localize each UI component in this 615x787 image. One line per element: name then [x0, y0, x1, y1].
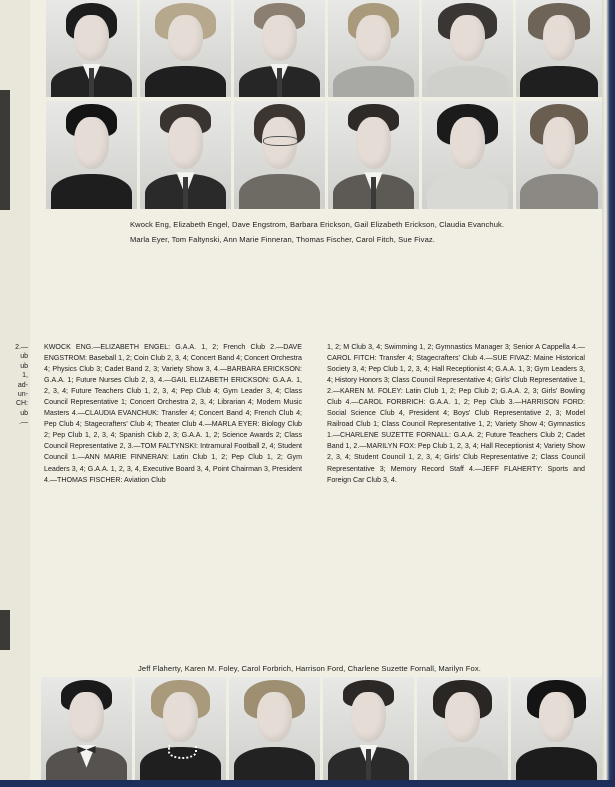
adjacent-page-strip: [0, 0, 32, 787]
portrait-harrison-ford: [323, 677, 414, 780]
portrait-ann-marie-finneran: [234, 101, 325, 209]
portrait-charlene-suzette-fornall: [417, 677, 508, 780]
photo-caption-row-3: Jeff Flaherty, Karen M. Foley, Carol Forbrich, Harrison Ford, Charlene Suzette Fornall, Marilyn Fox.: [138, 664, 481, 673]
bio-column-left: [44, 342, 302, 486]
bio-column-right: [327, 342, 585, 486]
portrait-carol-fitch: [422, 101, 513, 209]
bio-text-left: KWOCK ENG.—ELIZABETH ENGEL: G.A.A. 1, 2; French Club 2.—DAVE ENGSTROM: Baseball 1, 2; Coin Club 2, 3, 4; Concert Band 4; Concert Orchestra 4; Physics Club 3; Cadet Band 2, 3; Variety Show 3, 4.—BARBARA ERICKSON: G.A.A. 1; Future Nurses Club 2, 3, 4.—GAIL ELIZABETH ERICKSON: G.A.A. 1, 2, 3, 4; Future Teachers Club 1, 2, 3, 4; Pep Club 4; Gym Leader 3, 4; Class Council Representative 1; Concert Orchestra 2, 3, 4; Librarian 4; Modern Music Masters 4.—CLAUDIA EVANCHUK: Transfer 4; Concert Band 4; French Club 4; Pep Club 4; Stagecrafters' Club 4; Theater Club 4.—MARLA EYER: Biology Club 2; Pep Club 1, 2, 3, 4; Spanish Club 2, 3; G.A.A. 1, 2; Science Awards 2; Class Council Representative 2, 3.—TOM FALTYNSKI: Intramural Football 2, 4; Student Council 1.—ANN MARIE FINNERAN: Latin Club 1, 2; Pep Club 1, 2; Gym Leaders 3, 4; G.A.A. 1, 2, 3, 4, Executive Board 3, 4, Point Chairman 3, President 4.—THOMAS FISCHER: Aviation Club: [44, 343, 302, 484]
portrait-karen-m-foley: [135, 677, 226, 780]
portrait-claudia-evanchuk: [516, 0, 602, 97]
photo-caption-row-1: Kwock Eng, Elizabeth Engel, Dave Engstrom, Barbara Erickson, Gail Elizabeth Erickson, Claudia Evanchuk.: [130, 220, 505, 229]
book-bottom-edge: [0, 780, 615, 787]
portrait-jeff-flaherty: [41, 677, 132, 780]
portrait-marla-eyer: [46, 101, 137, 209]
portrait-gail-elizabeth-erickson: [422, 0, 513, 97]
portrait-thomas-fischer: [328, 101, 419, 209]
portrait-barbara-erickson: [328, 0, 419, 97]
portrait-carol-forbrich: [229, 677, 320, 780]
portrait-tom-faltynski: [140, 101, 231, 209]
portrait-elizabeth-engel: [140, 0, 231, 97]
portrait-dave-engstrom: [234, 0, 325, 97]
book-cover-edge: [602, 0, 615, 787]
photo-caption-row-2: Marla Eyer, Tom Faltynski, Ann Marie Finneran, Thomas Fischer, Carol Fitch, Sue Fivaz.: [130, 235, 436, 244]
portrait-marilyn-fox: [511, 677, 602, 780]
portrait-sue-fivaz: [516, 101, 602, 209]
adjacent-page-photo-edge: [0, 90, 10, 210]
adjacent-page-text-fragment: 2.— ub ub 1, ad- un- CH: ub .—: [15, 344, 28, 427]
bio-text-right: 1, 2; M Club 3, 4; Swimming 1, 2; Gymnastics Manager 3; Senior A Cappella 4.—CAROL FITCH: Transfer 4; Stagecrafters' Club 4.—SUE FIVAZ: Maine Historical Society 3, 4; Pep Club 1, 2, 3, 4; Hall Receptionist 4; G.A.A. 1, 3; Gym Leaders 3, 4; History Honors 3; Class Council Representative 4; Girls' Club Representative 1, 2.—KAREN M. FOLEY: Latin Club 1, 2; Pep Club 2; G.A.A. 2, 3; Girls' Bowling Club 4.—CAROL FORBRICH: G.A.A. 1, 2; Pep Club 3.—HARRISON FORD: Social Science Club 4, President 4; Boys' Club Representative 2, 3; Model Railroad Club 1; Class Council Representative 1, 2; Variety Show 4; Gymnastics 1.—CHARLENE SUZETTE FORNALL: G.A.A. 2; Future Teachers Club 2; Cadet Band 1, 2.—MARILYN FOX: Pep Club 1, 2, 3, 4; Hall Receptionist 4; Variety Show 2, 3, 4; Student Council 1, 2, 3, 4; Girls' Club Representative 2; Class Council Representative 3; Memory Record Staff 4.—JEFF FLAHERTY: Sports and Foreign Car Club 3, 4.: [327, 343, 585, 484]
adjacent-page-photo-edge: [0, 610, 10, 650]
portrait-kwock-eng: [46, 0, 137, 97]
